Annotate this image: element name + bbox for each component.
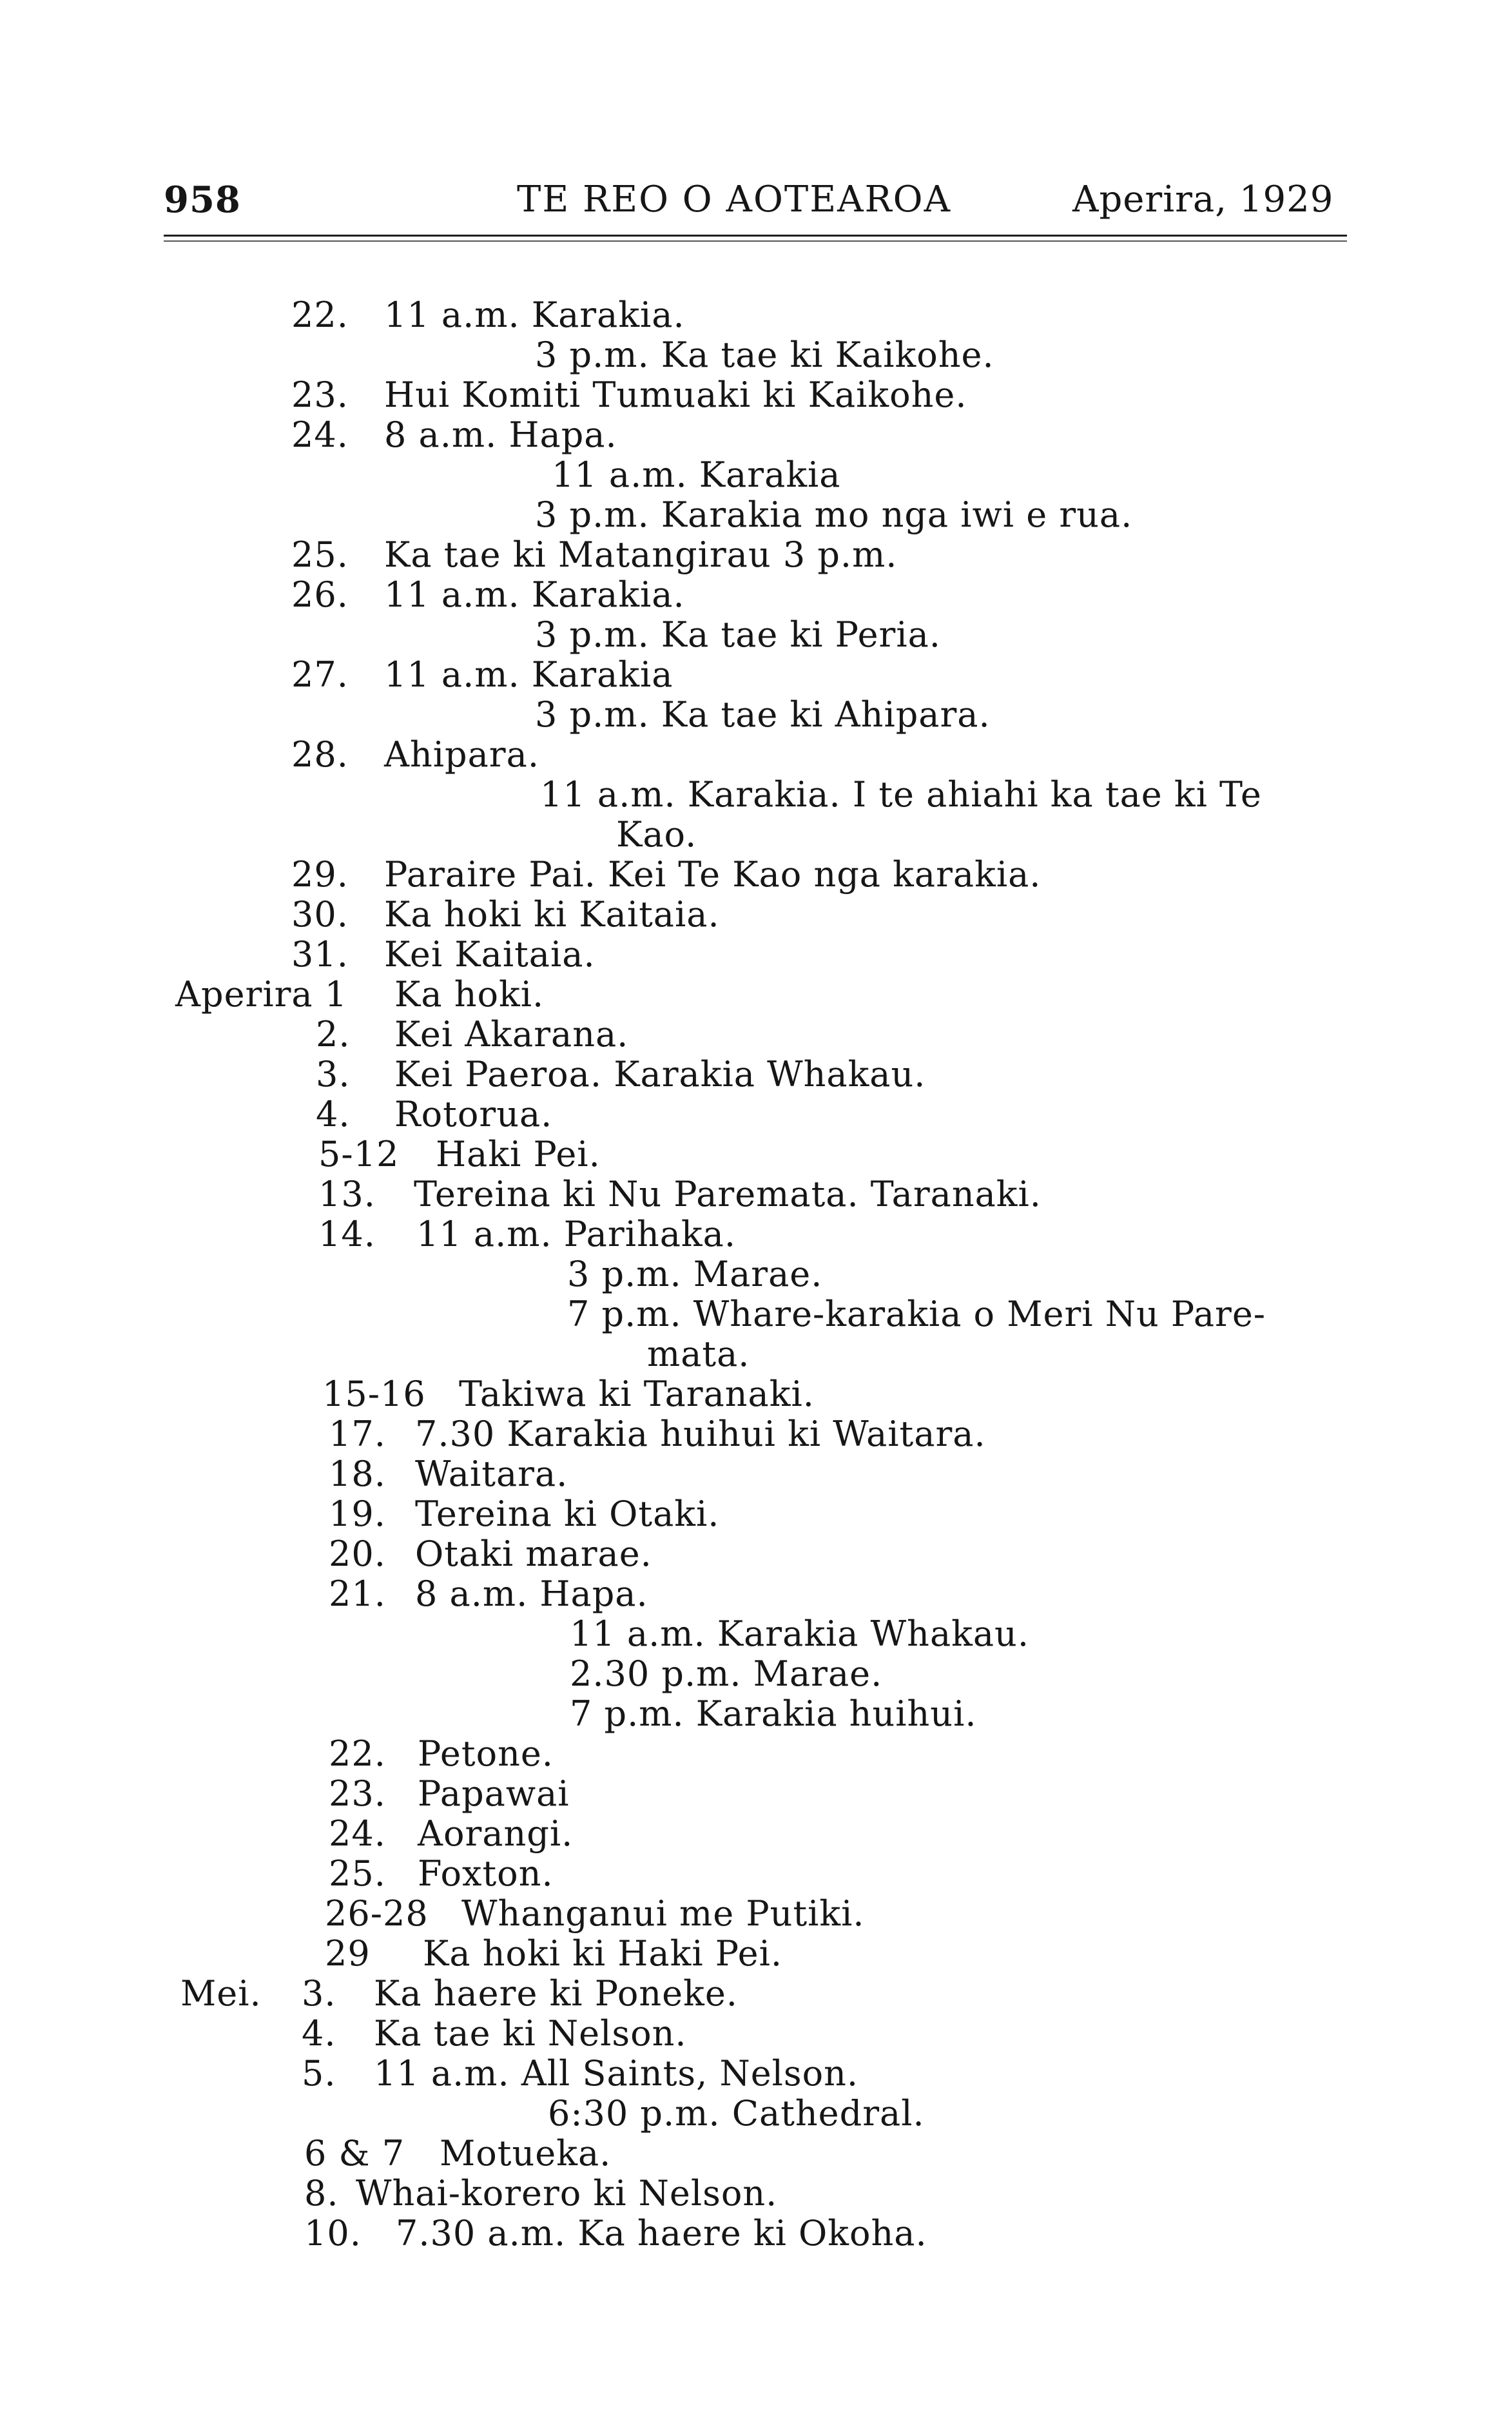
- schedule-line: Ka tae ki Matangirau 3 p.m.: [384, 534, 898, 575]
- schedule-line: Whai-korero ki Nelson.: [356, 2173, 778, 2214]
- schedule-line: Waitara.: [415, 1454, 568, 1494]
- schedule-line: Whanganui me Putiki.: [461, 1893, 865, 1934]
- schedule-line: Haki Pei.: [436, 1134, 601, 1174]
- schedule-line: Hui Komiti Tumuaki ki Kaikohe.: [384, 375, 967, 415]
- schedule-line: 5-12: [318, 1134, 400, 1174]
- schedule-line: 11 a.m. All Saints, Nelson.: [374, 2053, 859, 2094]
- schedule-line: Mei.: [180, 1973, 262, 2014]
- header-rule: [164, 235, 1347, 237]
- schedule-line: 30.: [291, 894, 349, 935]
- schedule-line: 6:30 p.m. Cathedral.: [548, 2093, 925, 2134]
- schedule-line: 29: [325, 1933, 371, 1974]
- schedule-line: Aperira 1: [175, 974, 348, 1015]
- schedule-line: 19.: [329, 1494, 386, 1534]
- schedule-line: 6 & 7: [304, 2133, 405, 2174]
- schedule-line: Kao.: [616, 814, 697, 855]
- schedule-line: Motueka.: [440, 2133, 612, 2174]
- schedule-line: 21.: [329, 1573, 386, 1614]
- schedule-line: 23.: [291, 375, 349, 415]
- schedule-line: Tereina ki Nu Paremata. Taranaki.: [414, 1174, 1042, 1214]
- schedule-line: 26-28: [325, 1893, 429, 1934]
- schedule-line: 26.: [291, 574, 349, 615]
- schedule-line: 11 a.m. Karakia: [384, 654, 674, 695]
- schedule-line: 4.: [316, 1094, 351, 1135]
- page-number: 958: [164, 179, 241, 221]
- schedule-line: Ka hoki.: [394, 974, 545, 1015]
- schedule-line: 24.: [291, 414, 349, 455]
- schedule-line: Papawai: [418, 1773, 570, 1814]
- schedule-line: Rotorua.: [394, 1094, 553, 1135]
- schedule-line: Takiwa ki Taranaki.: [459, 1374, 815, 1414]
- schedule-line: Ka haere ki Poneke.: [374, 1973, 738, 2014]
- schedule-line: Foxton.: [418, 1853, 554, 1894]
- schedule-line: Kei Akarana.: [394, 1014, 629, 1055]
- schedule-line: Otaki marae.: [415, 1534, 652, 1574]
- schedule-line: 11 a.m. Parihaka.: [416, 1214, 737, 1254]
- schedule-line: 7 p.m. Whare-karakia o Meri Nu Pare-: [567, 1294, 1266, 1334]
- schedule-line: 7.30 Karakia huihui ki Waitara.: [415, 1414, 986, 1454]
- schedule-line: 11 a.m. Karakia.: [384, 574, 685, 615]
- schedule-line: 3.: [302, 1973, 336, 2014]
- schedule-line: 8 a.m. Hapa.: [415, 1573, 648, 1614]
- schedule-line: 3.: [316, 1054, 351, 1095]
- schedule-line: 22.: [329, 1733, 386, 1774]
- schedule-line: 29.: [291, 854, 349, 895]
- schedule-line: 11 a.m. Karakia. I te ahiahi ka tae ki Te: [540, 774, 1262, 815]
- schedule-line: Petone.: [418, 1733, 554, 1774]
- schedule-line: 3 p.m. Ka tae ki Peria.: [535, 614, 941, 655]
- schedule-line: 3 p.m. Ka tae ki Ahipara.: [535, 694, 991, 735]
- issue-date: Aperira, 1929: [1072, 179, 1334, 220]
- schedule-line: 11 a.m. Karakia Whakau.: [570, 1613, 1030, 1654]
- schedule-line: 7.30 a.m. Ka haere ki Okoha.: [396, 2213, 927, 2254]
- schedule-line: 4.: [302, 2013, 336, 2054]
- schedule-line: 15-16: [322, 1374, 426, 1414]
- schedule-line: Paraire Pai. Kei Te Kao nga karakia.: [384, 854, 1042, 895]
- schedule-line: 31.: [291, 934, 349, 975]
- schedule-line: 27.: [291, 654, 349, 695]
- schedule-line: Tereina ki Otaki.: [415, 1494, 720, 1534]
- schedule-line: 8 a.m. Hapa.: [384, 414, 617, 455]
- schedule-line: Kei Kaitaia.: [384, 934, 596, 975]
- schedule-line: mata.: [647, 1334, 750, 1374]
- schedule-line: 13.: [318, 1174, 376, 1214]
- schedule-line: 3 p.m. Marae.: [567, 1254, 823, 1294]
- schedule-line: 3 p.m. Ka tae ki Kaikohe.: [535, 335, 994, 375]
- schedule-line: 11 a.m. Karakia.: [384, 295, 685, 335]
- schedule-line: 25.: [291, 534, 349, 575]
- schedule-line: Aorangi.: [418, 1813, 574, 1854]
- schedule-line: 5.: [302, 2053, 336, 2094]
- schedule-line: 17.: [329, 1414, 386, 1454]
- schedule-line: 28.: [291, 734, 349, 775]
- schedule-line: 25.: [329, 1853, 386, 1894]
- header-rule-thin: [164, 240, 1347, 242]
- running-title: TE REO O AOTEAROA: [517, 179, 952, 220]
- schedule-line: Ka hoki ki Kaitaia.: [384, 894, 720, 935]
- schedule-line: 8.: [304, 2173, 339, 2214]
- schedule-line: 14.: [318, 1214, 376, 1254]
- schedule-line: 10.: [304, 2213, 362, 2254]
- schedule-line: 2.30 p.m. Marae.: [570, 1653, 883, 1694]
- schedule-line: 23.: [329, 1773, 386, 1814]
- schedule-line: 7 p.m. Karakia huihui.: [570, 1693, 977, 1734]
- schedule-line: 22.: [291, 295, 349, 335]
- schedule-line: Kei Paeroa. Karakia Whakau.: [394, 1054, 926, 1095]
- schedule-line: 3 p.m. Karakia mo nga iwi e rua.: [535, 494, 1133, 535]
- schedule-line: Ka hoki ki Haki Pei.: [423, 1933, 783, 1974]
- schedule-line: Ka tae ki Nelson.: [374, 2013, 687, 2054]
- schedule-line: 24.: [329, 1813, 386, 1854]
- schedule-line: 18.: [329, 1454, 386, 1494]
- schedule-line: 2.: [316, 1014, 351, 1055]
- schedule-line: 11 a.m. Karakia: [552, 454, 841, 495]
- schedule-line: Ahipara.: [384, 734, 539, 775]
- schedule-line: 20.: [329, 1534, 386, 1574]
